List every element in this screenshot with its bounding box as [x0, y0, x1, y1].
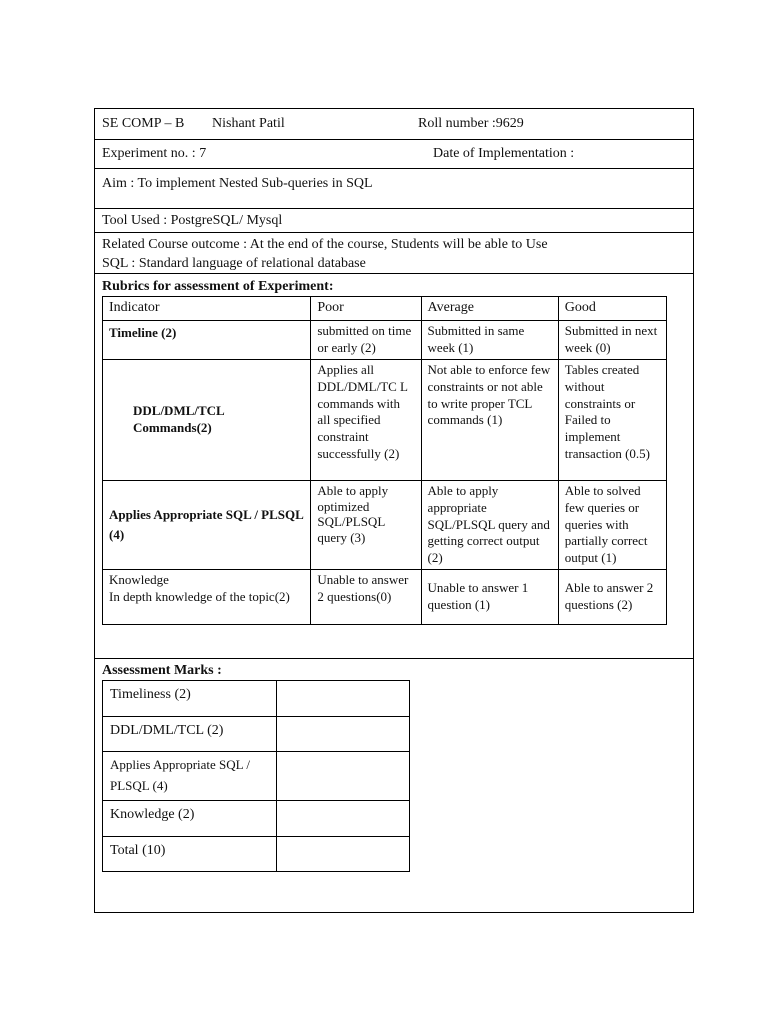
assessment-label: Applies Appropriate SQL / PLSQL (4) — [103, 752, 277, 801]
indicator-description: In depth knowledge of the topic(2) — [109, 588, 290, 604]
poor-cell: Able to apply optimized SQL/PLSQL query (3) — [311, 481, 421, 570]
column-header: Average — [421, 297, 558, 321]
assessment-mark-field[interactable] — [277, 717, 410, 752]
average-cell: Unable to answer 1 question (1) — [421, 569, 558, 624]
table-row — [103, 681, 410, 717]
divider — [95, 658, 693, 659]
column-header: Poor — [311, 297, 421, 321]
assessment-table — [102, 680, 410, 872]
table-row — [103, 321, 667, 360]
column-header: Good — [558, 297, 666, 321]
aim: Aim : To implement Nested Sub-queries in SQL — [102, 176, 373, 191]
table-row — [103, 569, 667, 624]
tool-used: Tool Used : PostgreSQL/ Mysql — [102, 213, 283, 228]
good-cell: Tables created without constraints or Failed to implement transaction (0.5) — [558, 360, 666, 481]
date-of-implementation: Date of Implementation : — [433, 146, 575, 161]
assessment-label: Timeliness (2) — [103, 681, 277, 717]
table-row — [103, 717, 410, 752]
indicator-cell: Timeline (2) — [103, 321, 311, 360]
poor-cell: Unable to answer 2 questions(0) — [311, 569, 421, 624]
table-header-row — [103, 297, 667, 321]
good-cell: Able to solved few queries or queries with partially correct output (1) — [558, 481, 666, 570]
table-row — [103, 752, 410, 801]
divider — [95, 208, 693, 209]
experiment-number: Experiment no. : 7 — [102, 146, 207, 161]
roll-number: Roll number :9629 — [418, 116, 524, 131]
indicator-cell — [103, 569, 311, 624]
good-cell: Able to answer 2 questions (2) — [558, 569, 666, 624]
student-name: Nishant Patil — [212, 116, 285, 131]
course-outcome-line-2: SQL : Standard language of relational database — [102, 256, 366, 271]
indicator-cell: DDL/DML/TCL Commands(2) — [103, 360, 311, 481]
rubrics-table — [102, 296, 667, 625]
indicator-title: Knowledge — [109, 571, 169, 587]
assessment-mark-field[interactable] — [277, 837, 410, 872]
good-cell: Submitted in next week (0) — [558, 321, 666, 360]
assessment-title: Assessment Marks : — [102, 663, 222, 678]
course-outcome-line-1: Related Course outcome : At the end of the course, Students will be able to Use — [102, 237, 548, 252]
experiment-form — [94, 108, 694, 913]
divider — [95, 168, 693, 169]
indicator-cell: Applies Appropriate SQL / PLSQL (4) — [103, 481, 311, 570]
average-cell: Able to apply appropriate SQL/PLSQL query and getting correct output (2) — [421, 481, 558, 570]
poor-cell: Applies all DDL/DML/TC L commands with all specified constraint successfully (2) — [311, 360, 421, 481]
table-row — [103, 837, 410, 872]
assessment-label: Knowledge (2) — [103, 801, 277, 837]
table-row — [103, 481, 667, 570]
divider — [95, 232, 693, 233]
table-row — [103, 360, 667, 481]
average-cell: Not able to enforce few constraints or not able to write proper TCL commands (1) — [421, 360, 558, 481]
rubrics-title: Rubrics for assessment of Experiment: — [102, 279, 334, 294]
assessment-label: Total (10) — [103, 837, 277, 872]
assessment-label: DDL/DML/TCL (2) — [103, 717, 277, 752]
assessment-mark-field[interactable] — [277, 801, 410, 837]
average-cell: Submitted in same week (1) — [421, 321, 558, 360]
poor-cell: submitted on time or early (2) — [311, 321, 421, 360]
table-row — [103, 801, 410, 837]
column-header: Indicator — [103, 297, 311, 321]
divider — [95, 273, 693, 274]
assessment-mark-field[interactable] — [277, 752, 410, 801]
assessment-mark-field[interactable] — [277, 681, 410, 717]
class-label: SE COMP – B — [102, 116, 185, 131]
divider — [95, 139, 693, 140]
